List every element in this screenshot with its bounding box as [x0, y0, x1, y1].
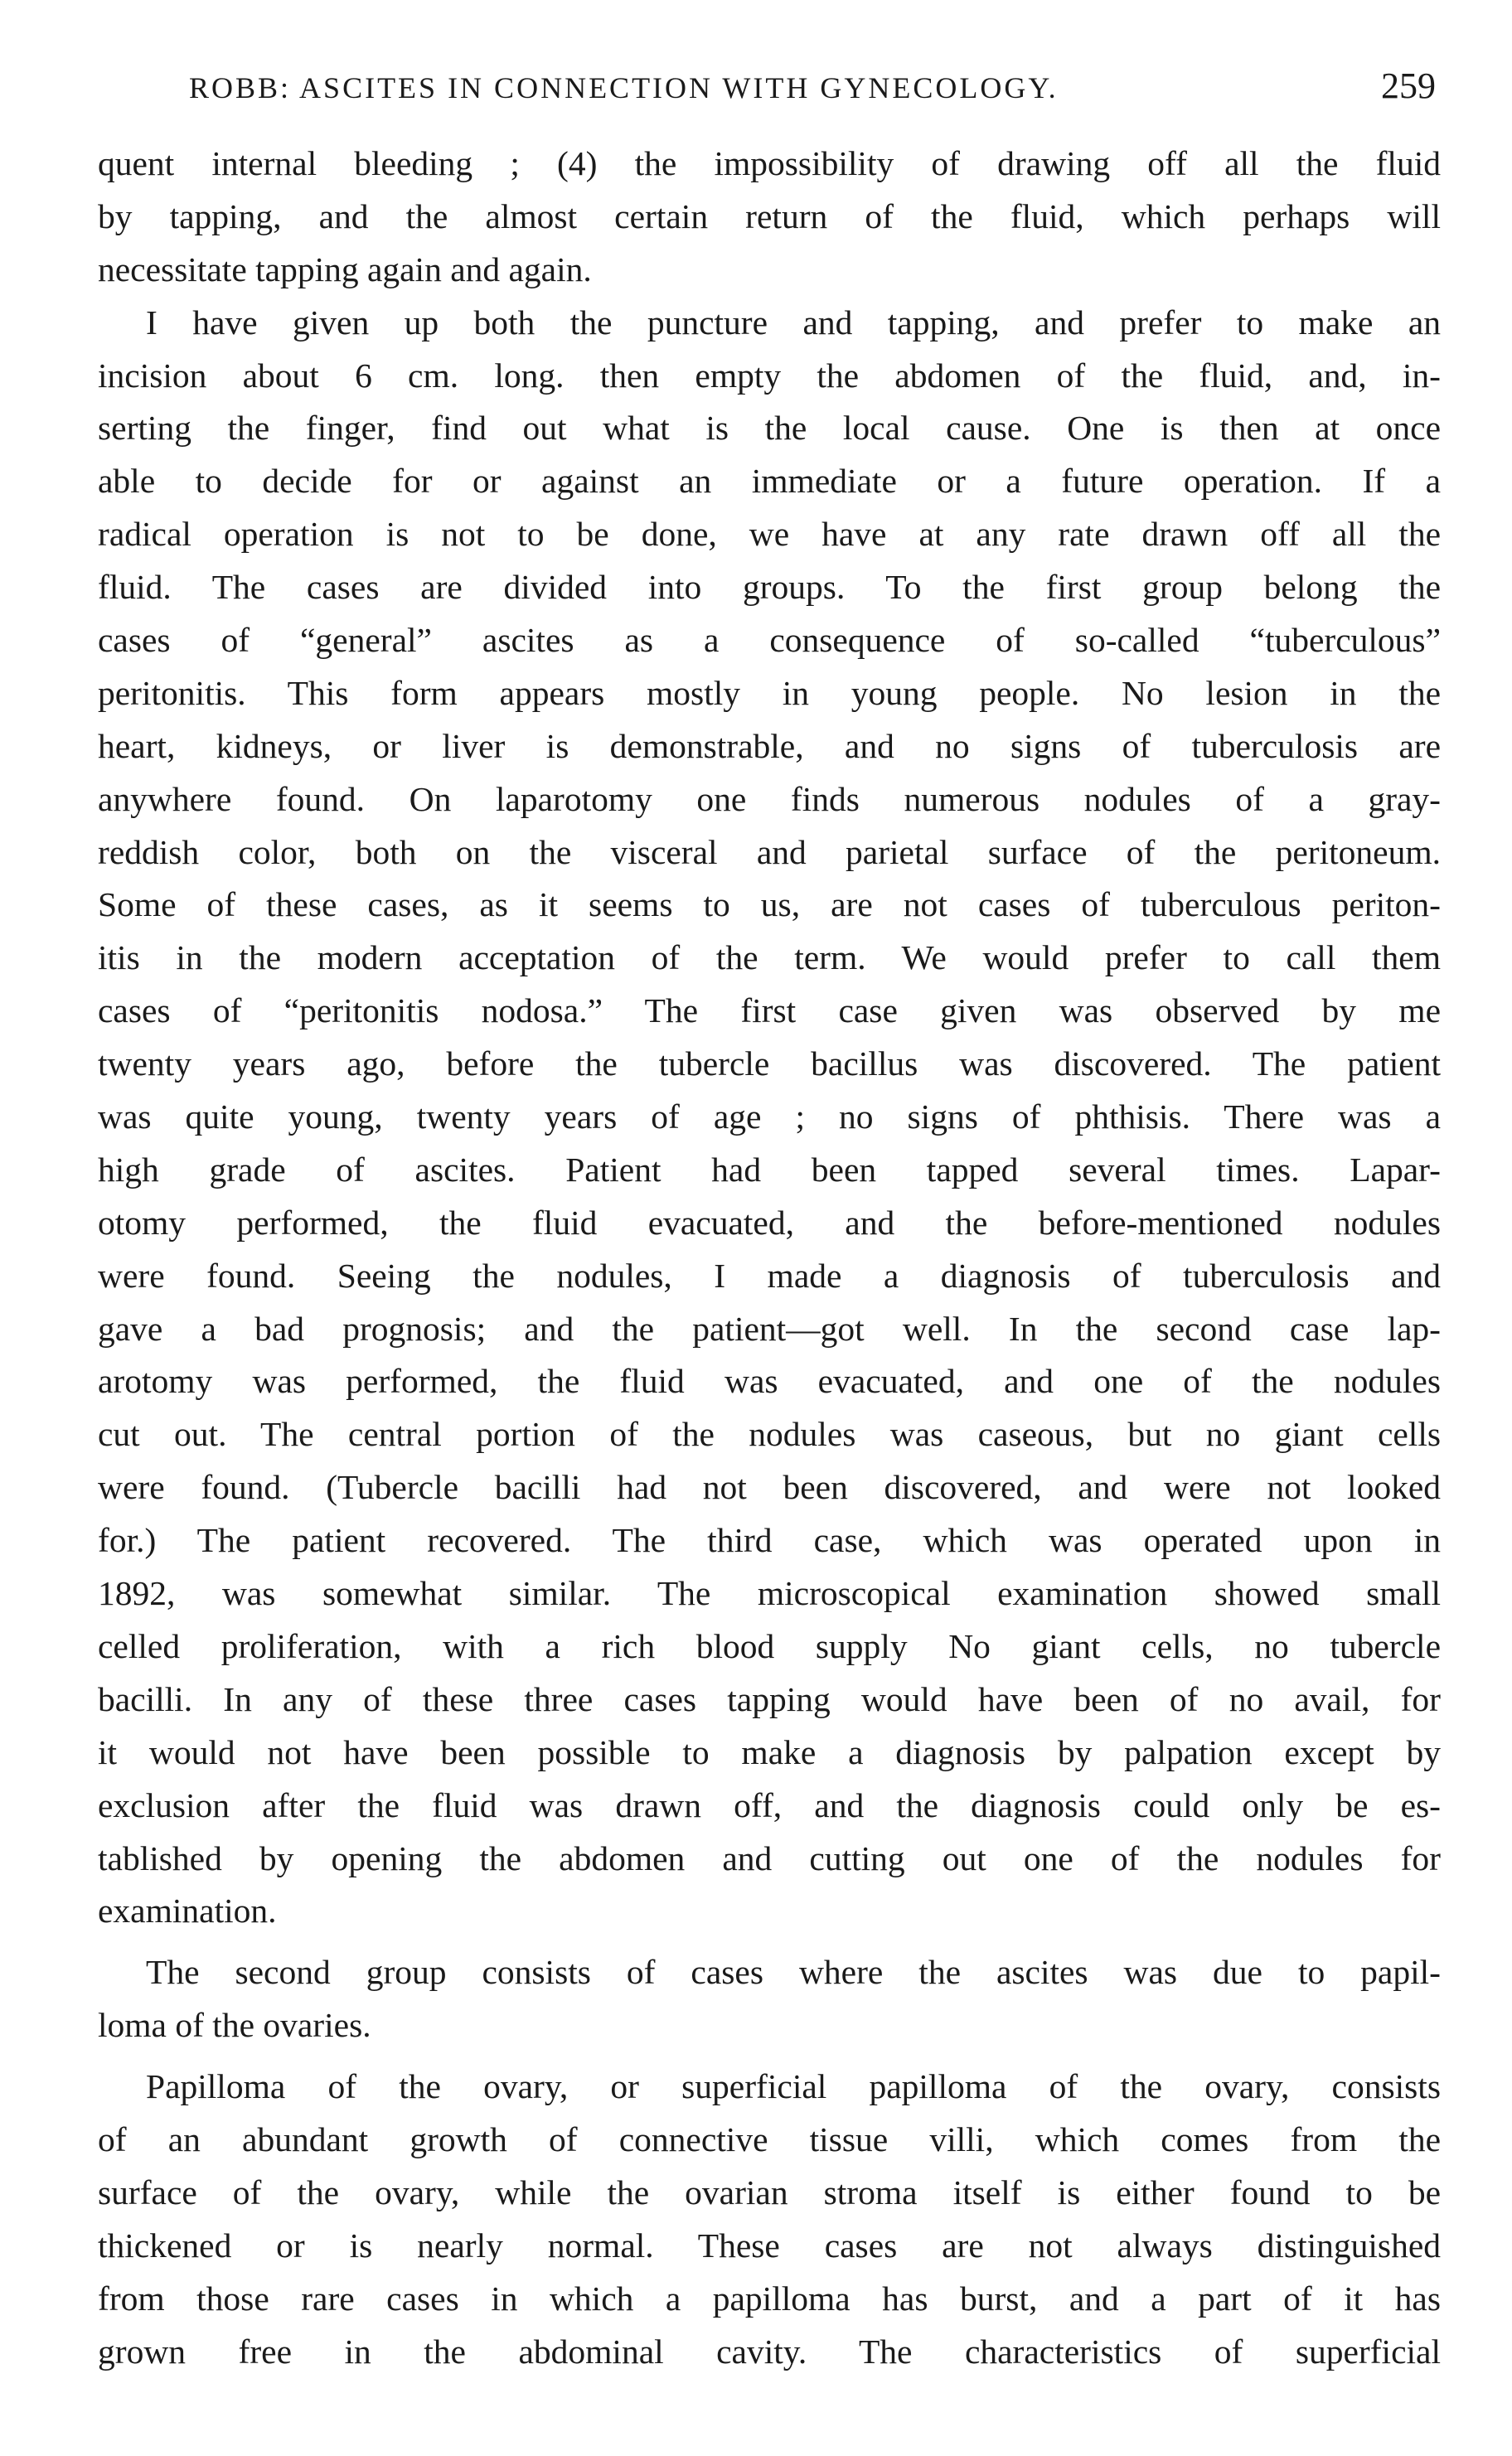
text-line: by tapping, and the almost certain return of the fluid, which perhaps will	[98, 196, 1441, 235]
paragraph-gap	[98, 2052, 1441, 2061]
running-title: ROBB: ASCITES IN CONNECTION WITH GYNECOLOGY.	[189, 71, 1059, 104]
paragraph-gap	[98, 1938, 1441, 1946]
text-line: high grade of ascites. Patient had been tapped several times. Lapar-	[98, 1150, 1441, 1189]
text-line: peritonitis. This form appears mostly in young people. No lesion in the	[98, 673, 1441, 712]
text-line: 1892, was somewhat similar. The microscopical examination showed small	[98, 1574, 1441, 1613]
text-line: necessitate tapping again and again.	[98, 249, 592, 288]
paragraph	[98, 2061, 1441, 2378]
text-line: fluid. The cases are divided into groups. To the first group belong the	[98, 568, 1441, 607]
text-line: otomy performed, the fluid evacuated, and the before-mentioned nodules	[98, 1203, 1441, 1242]
text-line: of an abundant growth of connective tissue villi, which comes from the	[98, 2119, 1441, 2158]
paragraph	[98, 297, 1441, 1939]
text-line: itis in the modern acceptation of the term. We would prefer to call them	[98, 938, 1441, 977]
text-line: twenty years ago, before the tubercle bacillus was discovered. The patient	[98, 1044, 1441, 1083]
text-line: was quite young, twenty years of age ; no signs of phthisis. There was a	[98, 1097, 1441, 1136]
text-line: Some of these cases, as it seems to us, are not cases of tuberculous periton-	[98, 885, 1441, 924]
text-line: gave a bad prognosis; and the patient—got well. In the second case lap-	[98, 1309, 1441, 1348]
running-head	[98, 65, 1441, 138]
text-line: celled proliferation, with a rich blood supply No giant cells, no tubercle	[98, 1626, 1441, 1665]
text-line: radical operation is not to be done, we have at any rate drawn off all the	[98, 515, 1441, 554]
body-text	[98, 138, 1441, 2378]
paragraph	[98, 1946, 1441, 2052]
book-page	[98, 65, 1441, 2378]
text-line: Papilloma of the ovary, or superficial papilloma of the ovary, consists	[146, 2067, 1441, 2106]
text-line: reddish color, both on the visceral and parietal surface of the peritoneum.	[98, 832, 1441, 871]
text-line: arotomy was performed, the fluid was evacuated, and one of the nodules	[98, 1362, 1441, 1401]
text-line: it would not have been possible to make a diagnosis by palpation except by	[98, 1732, 1441, 1771]
text-line: exclusion after the fluid was drawn off, and the diagnosis could only be es-	[98, 1785, 1441, 1824]
text-line: were found. (Tubercle bacilli had not been discovered, and were not looked	[98, 1468, 1441, 1507]
text-line: loma of the ovaries.	[98, 2006, 371, 2045]
text-line: cases of “general” ascites as a consequence of so-called “tuberculous”	[98, 621, 1441, 660]
text-line: for.) The patient recovered. The third case, which was operated upon in	[98, 1521, 1441, 1560]
page-number: 259	[1381, 65, 1436, 106]
text-line: thickened or is nearly normal. These cases are not always distinguished	[98, 2226, 1441, 2265]
text-line: cases of “peritonitis nodosa.” The first case given was observed by me	[98, 991, 1441, 1030]
text-line: examination.	[98, 1892, 277, 1930]
text-line: from those rare cases in which a papilloma has burst, and a part of it has	[98, 2279, 1441, 2318]
text-line: serting the finger, find out what is the local cause. One is then at once	[98, 409, 1441, 448]
text-line: bacilli. In any of these three cases tapping would have been of no avail, for	[98, 1679, 1441, 1718]
text-line: quent internal bleeding ; (4) the impossibility of drawing off all the fluid	[98, 144, 1441, 182]
text-line: heart, kidneys, or liver is demonstrable, and no signs of tuberculosis are	[98, 726, 1441, 765]
text-line: tablished by opening the abdomen and cutting out one of the nodules for	[98, 1838, 1441, 1877]
text-line: grown free in the abdominal cavity. The characteristics of superficial	[98, 2332, 1441, 2371]
text-line: incision about 6 cm. long. then empty the abdomen of the fluid, and, in-	[98, 356, 1441, 395]
paragraph	[98, 138, 1441, 297]
text-line: were found. Seeing the nodules, I made a diagnosis of tuberculosis and	[98, 1256, 1441, 1295]
text-line: anywhere found. On laparotomy one finds numerous nodules of a gray-	[98, 779, 1441, 818]
text-line: surface of the ovary, while the ovarian stroma itself is either found to be	[98, 2173, 1441, 2211]
text-line: I have given up both the puncture and tapping, and prefer to make an	[146, 303, 1441, 342]
text-line: able to decide for or against an immediate or a future operation. If a	[98, 462, 1441, 501]
text-line: The second group consists of cases where the ascites was due to papil-	[146, 1953, 1441, 1992]
text-line: cut out. The central portion of the nodules was caseous, but no giant cells	[98, 1415, 1441, 1454]
